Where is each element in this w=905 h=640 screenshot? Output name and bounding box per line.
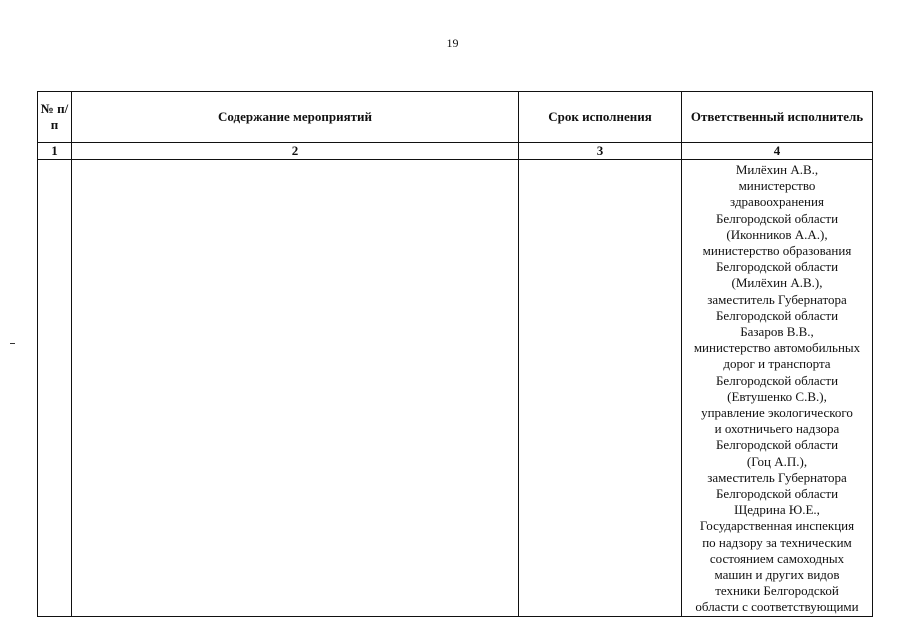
column-number-row: [38, 143, 873, 160]
responsible-line: по надзору за техническим: [702, 534, 852, 550]
responsible-line: (Милёхин А.В.),: [731, 275, 823, 291]
responsible-line: министерство автомобильных: [693, 340, 861, 356]
responsible-line: дорог и транспорта: [723, 356, 831, 372]
responsible-line: (Евтушенко С.В.),: [727, 388, 827, 404]
responsible-line: состоянием самоходных: [709, 550, 845, 566]
responsible-line: Белгородской области: [715, 486, 839, 502]
responsible-line: и охотничьего надзора: [714, 421, 840, 437]
responsible-line: Белгородской области: [715, 307, 839, 323]
responsible-line: министерство образования: [702, 243, 852, 259]
responsible-line: заместитель Губернатора: [707, 469, 847, 485]
cell-number: [38, 160, 72, 617]
responsible-line: Белгородской области: [715, 437, 839, 453]
responsible-line: министерство: [738, 178, 816, 194]
responsible-line: Государственная инспекция: [699, 518, 855, 534]
column-number-3: 3: [519, 143, 682, 160]
header-responsible: Ответственный исполнитель: [682, 92, 873, 143]
responsible-line: Белгородской области: [715, 372, 839, 388]
responsible-line: Базаров В.В.,: [740, 324, 814, 340]
header-deadline: Срок исполнения: [519, 92, 682, 143]
responsible-line: техники Белгородской: [715, 583, 839, 599]
column-number-1: 1: [38, 143, 72, 160]
responsible-line: заместитель Губернатора: [707, 291, 847, 307]
responsible-text: [682, 160, 872, 616]
responsible-line: Щедрина Ю.Е.,: [734, 502, 820, 518]
column-number-4: 4: [682, 143, 873, 160]
table-row: [38, 160, 873, 617]
cell-content: [72, 160, 519, 617]
header-content: Содержание мероприятий: [72, 92, 519, 143]
page-number: 19: [446, 36, 459, 50]
responsible-line: управление экологического: [701, 405, 853, 421]
column-number-2: 2: [72, 143, 519, 160]
responsible-line: здравоохранения: [730, 194, 824, 210]
responsible-line: машин и других видов: [714, 567, 840, 583]
responsible-line: области с соответствующими: [695, 599, 859, 615]
responsible-line: Милёхин А.В.,: [735, 162, 819, 177]
table-header-row: [38, 92, 873, 143]
margin-mark: [10, 343, 15, 344]
responsible-line: Белгородской области: [715, 259, 839, 275]
responsible-line: Белгородской области: [715, 210, 839, 226]
cell-responsible: [682, 160, 873, 617]
responsible-line: (Гоц А.П.),: [746, 453, 808, 469]
header-number: № п/п: [38, 92, 72, 143]
measures-table: [37, 91, 873, 617]
responsible-line: (Иконников А.А.),: [726, 226, 828, 242]
cell-deadline: [519, 160, 682, 617]
